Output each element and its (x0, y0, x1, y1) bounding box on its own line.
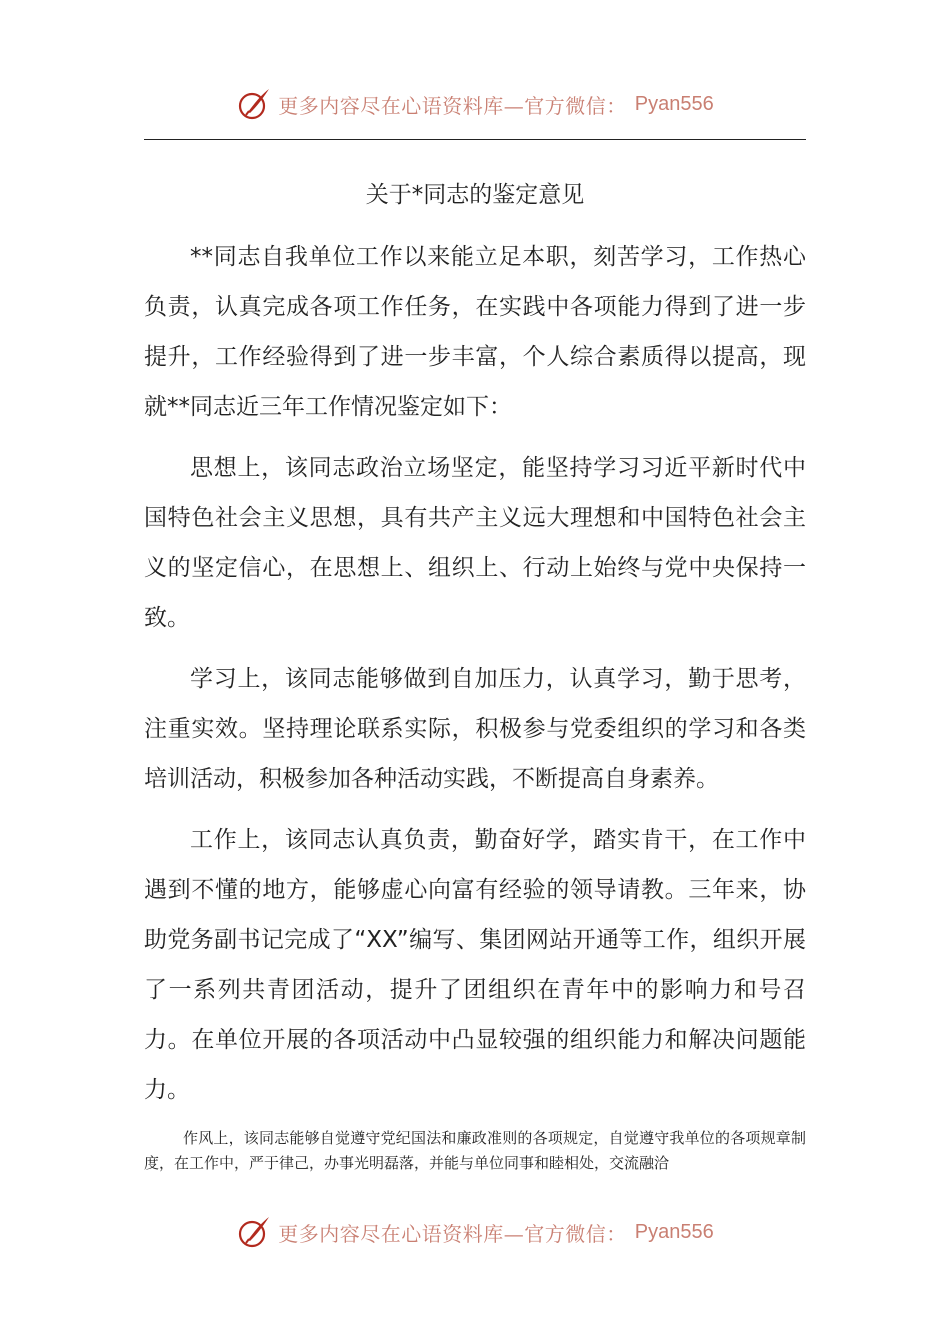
header-divider (144, 139, 806, 140)
paragraph-conduct: 作风上，该同志能够自觉遵守党纪国法和廉政准则的各项规定，自觉遵守我单位的各项规章制度，在工作中，严于律己，办事光明磊落，并能与单位同事和睦相处，交流融洽 (144, 1129, 806, 1172)
quill-pen-icon (236, 1214, 272, 1250)
watermark-wechat-id: Pyan556 (634, 92, 714, 115)
quill-pen-icon (236, 86, 272, 122)
paragraph-work: 工作上，该同志认真负责，勤奋好学，踏实肯干，在工作中遇到不懂的地方，能够虚心向富有经验的领导请教。三年来，协助党务副书记完成了“XX”编写、集团网站开通等工作，组织开展了一系列共青团活动，提升了团组织在青年中的影响力和号召力。在单位开展的各项活动中凸显较强的组织能力和解决问题能力。 (144, 827, 806, 1103)
watermark-text: 更多内容尽在心语资料库—官方微信： (278, 1221, 627, 1246)
watermark-wechat-id: Pyan556 (634, 1220, 714, 1243)
footer-watermark (0, 1210, 950, 1254)
watermark-text: 更多内容尽在心语资料库—官方微信： (278, 93, 627, 118)
paragraph-intro: **同志自我单位工作以来能立足本职，刻苦学习，工作热心负责，认真完成各项工作任务，在实践中各项能力得到了进一步提升，工作经验得到了进一步丰富，个人综合素质得以提高，现就**同志近三年工作情况鉴定如下： (144, 244, 806, 420)
document-title: 关于*同志的鉴定意见 (365, 182, 585, 208)
paragraph-study: 学习上，该同志能够做到自加压力，认真学习，勤于思考，注重实效。坚持理论联系实际，积极参与党委组织的学习和各类培训活动，积极参加各种活动实践，不断提高自身素养。 (144, 666, 806, 792)
paragraph-ideology: 思想上，该同志政治立场坚定，能坚持学习习近平新时代中国特色社会主义思想，具有共产主义远大理想和中国特色社会主义的坚定信心，在思想上、组织上、行动上始终与党中央保持一致。 (144, 455, 806, 631)
header-watermark (0, 82, 950, 126)
